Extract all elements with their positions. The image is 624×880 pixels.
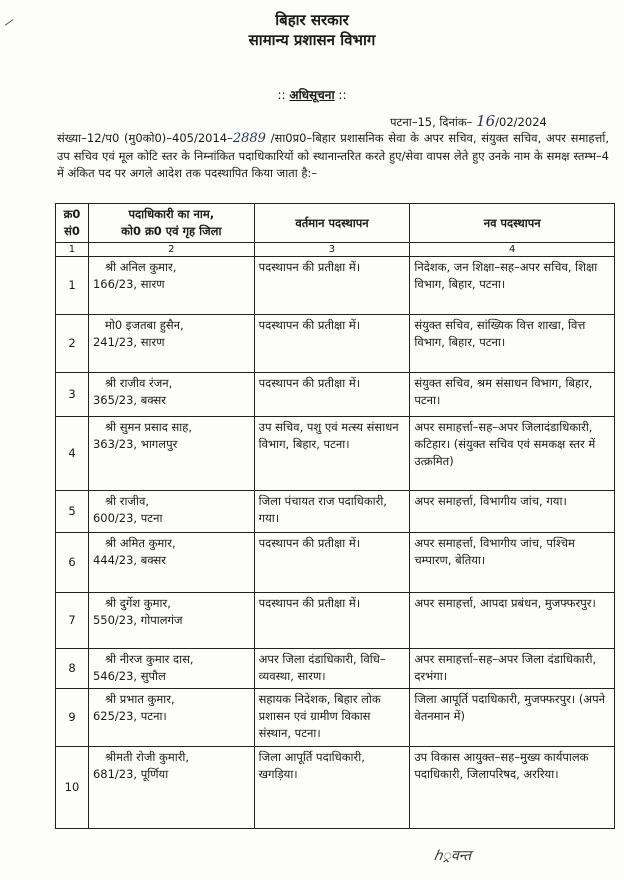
row-new-posting: संयुक्त सचिव, सांख्यिक वित्त शाखा, वित्त विभाग, बिहार, पटना। [410,315,615,373]
row-new-posting: उप विकास आयुक्त–सह–मुख्य कार्यपालक पदाधिकारी, जिलापरिषद, अररिया। [410,747,615,829]
posting-table [55,203,615,829]
department-title: सामान्य प्रशासन विभाग [248,31,376,49]
row-new-posting: अपर समाहर्त्ता–सह–अपर जिलादंडाधिकारी, कटिहार। (संयुक्त सचिव एवं समकक्ष स्तर में उत्क्रमित) [410,417,615,491]
table-row [56,689,615,747]
row-current-posting: पदस्थापन की प्रतीक्षा में। [254,593,410,649]
row-new-posting: अपर समाहर्त्ता, विभागीय जांच, गया। [410,491,615,533]
officer-code-district: 166/23, सारण [92,277,165,291]
row-current-posting: पदस्थापन की प्रतीक्षा में। [254,533,410,593]
row-officer [88,533,254,593]
notification-label: अधिसूचना [289,88,335,102]
row-officer [88,417,254,491]
table-row [56,373,615,417]
officer-code-district: 550/23, गोपालगंज [92,613,183,627]
officer-name: श्री प्रभात कुमार, [104,692,175,706]
order-paragraph [57,130,609,183]
order-body: /सा0प्र0–बिहार प्रशासनिक सेवा के अपर सचिव, संयुक्त सचिव, अपर समाहर्त्ता, उप सचिव एवं मूल कोटि स्तर के निम्नांकित पदाधिकारियों को स्थानान्तरित करते हुए/सेवा वापस लेते हुए उनके नाम के समक्ष स्तम्भ–4 में अंकित पद पर अगले आदेश तक पदस्थापित किया जाता है:– [57,131,609,180]
dateline-prefix: पटना–15, दिनांक– [390,115,473,129]
row-serial: 8 [56,649,89,689]
row-current-posting: अपर जिला दंडाधिकारी, विधि–व्यवस्था, सारण। [254,649,410,689]
row-current-posting: पदस्थापन की प्रतीक्षा में। [254,315,410,373]
table-row [56,649,615,689]
dateline-rest: /02/2024 [495,115,547,129]
notification-heading [0,86,624,103]
header-new-posting: नव पदस्थापन [410,204,615,243]
row-serial: 6 [56,533,89,593]
table-row [56,593,615,649]
officer-name: श्री सुमन प्रसाद साह, [104,420,193,434]
signature: ℎ्रवन्त [434,848,472,864]
dateline [390,112,547,130]
row-current-posting: सहायक निदेशक, बिहार लोक प्रशासन एवं ग्रामीण विकास संस्थान, पटना। [254,689,410,747]
government-title: बिहार सरकार [275,11,349,29]
table-row [56,747,615,829]
document-header [0,10,624,50]
dateline-day: 16 [476,112,496,130]
table-row [56,315,615,373]
column-number: 3 [254,243,410,257]
officer-code-district: 365/23, बक्सर [92,393,166,407]
row-serial: 4 [56,417,89,491]
row-serial: 1 [56,257,89,315]
row-serial: 2 [56,315,89,373]
officer-code-district: 681/23, पूर्णिया [92,767,169,781]
row-officer [88,747,254,829]
row-new-posting: निदेशक, जन शिक्षा–सह–अपर सचिव, शिक्षा विभाग, बिहार, पटना। [410,257,615,315]
officer-name: श्री राजीव, [104,494,149,508]
officer-code-district: 444/23, बक्सर [92,553,166,567]
row-officer [88,257,254,315]
officer-name: श्री दुर्गेश कुमार, [104,596,171,610]
column-number: 4 [410,243,615,257]
row-current-posting: जिला पंचायत राज पदाधिकारी, गया। [254,491,410,533]
row-new-posting: जिला आपूर्ति पदाधिकारी, मुजफ्फरपुर। (अपने वेतनमान में) [410,689,615,747]
column-number: 2 [88,243,254,257]
table-row [56,257,615,315]
column-number-row [56,243,615,257]
officer-name: मो0 इजतबा हुसैन, [104,318,184,332]
order-number: 2889 [232,131,266,146]
row-current-posting: जिला आपूर्ति पदाधिकारी, खगड़िया। [254,747,410,829]
column-number: 1 [56,243,89,257]
row-serial: 9 [56,689,89,747]
notification-deco-right: :: [338,88,347,102]
row-serial: 10 [56,747,89,829]
row-new-posting: अपर समाहर्त्ता, आपदा प्रबंधन, मुजफ्फरपुर। [410,593,615,649]
row-serial: 5 [56,491,89,533]
officer-name: श्रीमती रोजी कुमारी, [104,750,190,764]
row-serial: 3 [56,373,89,417]
row-officer [88,373,254,417]
officer-code-district: 363/23, भागलपुर [92,437,178,451]
officer-name: श्री अमित कुमार, [104,536,176,550]
row-current-posting: पदस्थापन की प्रतीक्षा में। [254,257,410,315]
table-header-row [56,204,615,243]
row-current-posting: उप सचिव, पशु एवं मत्स्य संसाधन विभाग, बिहार, पटना। [254,417,410,491]
header-officer: पदाधिकारी का नाम, को0 क्र0 एवं गृह जिला [88,204,254,243]
row-current-posting: पदस्थापन की प्रतीक्षा में। [254,373,410,417]
table-row [56,417,615,491]
header-current-posting: वर्तमान पदस्थापन [254,204,410,243]
row-officer [88,689,254,747]
row-new-posting: अपर समाहर्त्ता, विभागीय जांच, पश्चिम चम्पारण, बेतिया। [410,533,615,593]
row-officer [88,649,254,689]
officer-code-district: 241/23, सारण [92,335,165,349]
row-officer [88,593,254,649]
header-serial: क्र0 सं0 [56,204,89,243]
table-row [56,491,615,533]
officer-name: श्री नीरज कुमार दास, [104,652,194,666]
row-new-posting: संयुक्त सचिव, श्रम संसाधन विभाग, बिहार, पटना। [410,373,615,417]
officer-code-district: 625/23, पटना। [92,709,167,723]
row-new-posting: अपर समाहर्त्ता–सह–अपर जिला दंडाधिकारी, दरभंगा। [410,649,615,689]
officer-name: श्री राजीव रंजन, [104,376,173,390]
officer-code-district: 600/23, पटना [92,511,163,525]
row-serial: 7 [56,593,89,649]
row-officer [88,491,254,533]
notification-deco-left: :: [277,88,286,102]
table-row [56,533,615,593]
order-prefix: संख्या–12/प0 (मु0को0)–405/2014– [57,131,233,145]
officer-code-district: 546/23, सुपौल [92,669,166,683]
row-officer [88,315,254,373]
officer-name: श्री अनिल कुमार, [104,260,177,274]
